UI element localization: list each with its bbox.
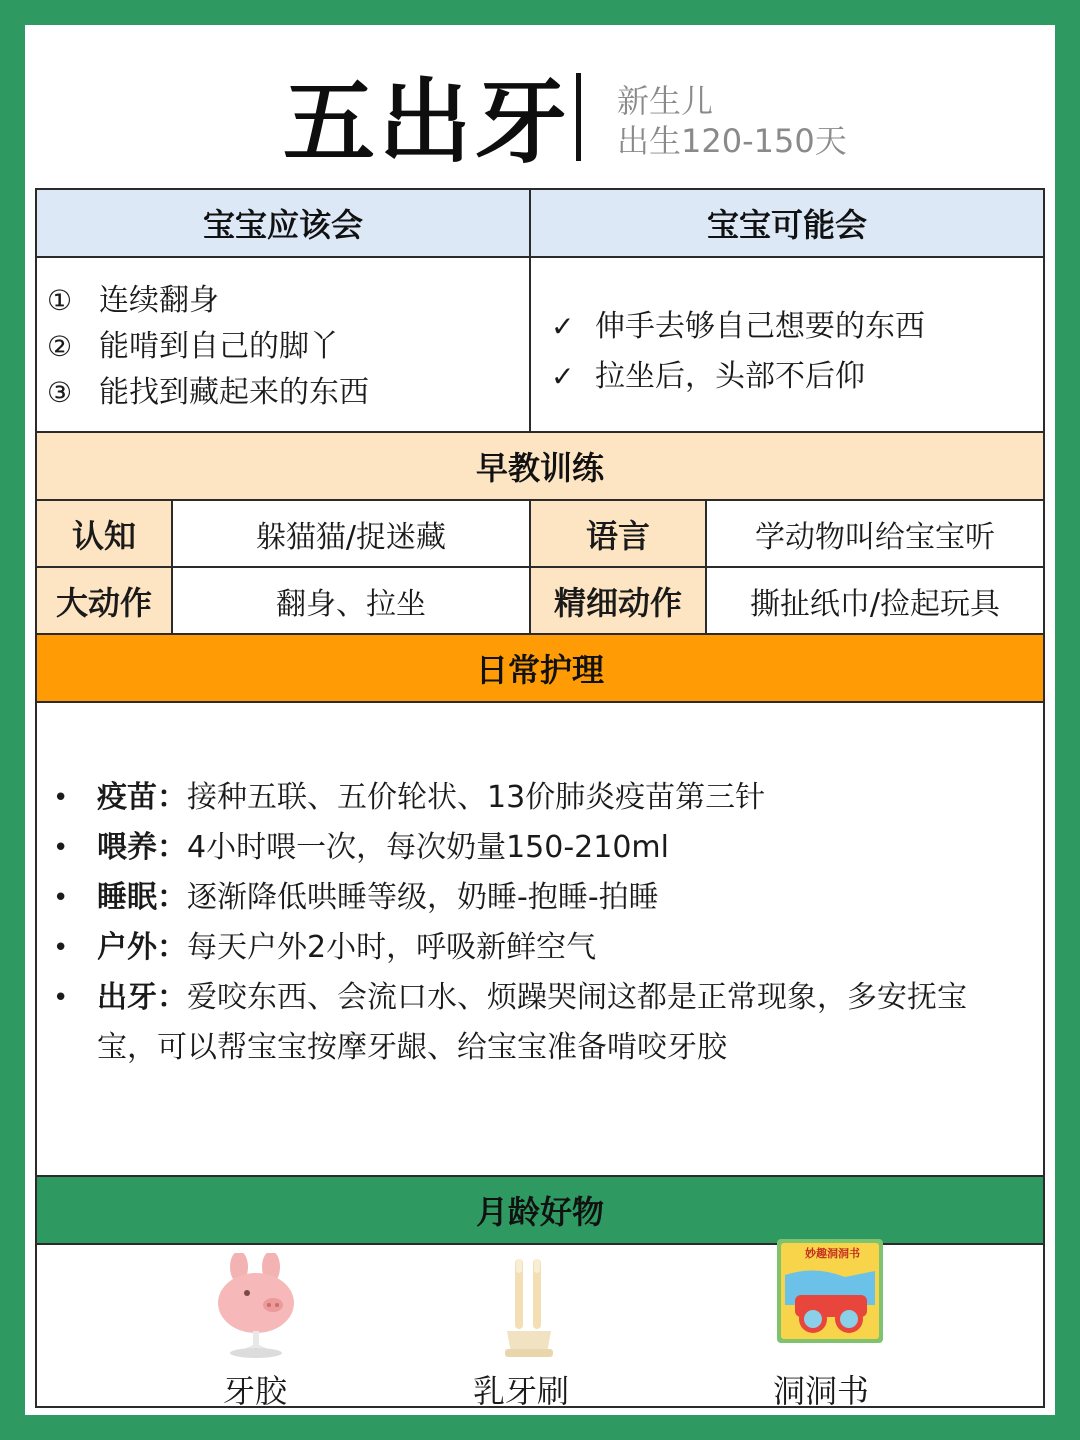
products-header [37, 1177, 1043, 1243]
care-label: 睡眠： [97, 880, 187, 915]
products-header-label: 月龄好物 [475, 1193, 604, 1231]
training-label: 语言 [585, 516, 650, 555]
bullet-icon: • [53, 783, 69, 813]
item-text: 能啃到自己的脚丫 [99, 329, 339, 364]
care-text: 4小时喂一次，每次奶量150-210ml [187, 830, 669, 865]
item-number: ③ [47, 376, 73, 409]
training-value-cell [707, 501, 1043, 566]
product-label: 牙胶 [222, 1372, 287, 1410]
care-label: 喂养： [97, 830, 187, 865]
item-number: ① [47, 284, 73, 317]
bullet-icon: • [53, 983, 69, 1013]
divider [37, 701, 1043, 703]
training-value: 学动物叫给宝宝听 [755, 519, 995, 555]
training-label-cell [531, 568, 705, 633]
training-label: 精细动作 [553, 583, 682, 622]
care-label: 疫苗： [97, 780, 187, 815]
teether-icon [213, 1253, 299, 1363]
training-value: 撕扯纸巾/捡起玩具 [749, 586, 1001, 622]
bullet-icon: • [53, 833, 69, 863]
divider [37, 256, 1043, 258]
may-header-label: 宝宝可能会 [706, 206, 867, 244]
book-title: 妙趣洞洞书 [805, 1247, 860, 1260]
item-text: 连续翻身 [99, 283, 219, 318]
item-number: ② [47, 330, 73, 363]
care-label: 户外： [97, 930, 187, 965]
training-value-cell [173, 501, 529, 566]
should-item [47, 324, 339, 370]
title-divider [576, 73, 581, 161]
toothbrush-icon [499, 1253, 559, 1363]
training-label: 大动作 [55, 583, 152, 622]
care-header-label: 日常护理 [475, 651, 604, 689]
should-header-label: 宝宝应该会 [202, 206, 363, 244]
page-subtitle [617, 81, 847, 161]
care-text-continued: 宝，可以帮宝宝按摩牙龈、给宝宝准备啃咬牙胶 [97, 1030, 727, 1065]
bullet-icon: • [53, 883, 69, 913]
care-text: 逐渐降低哄睡等级，奶睡-抱睡-拍睡 [187, 880, 659, 915]
training-value: 翻身、拉坐 [276, 586, 426, 622]
check-icon: ✓ [551, 360, 575, 393]
training-header-label: 早教训练 [475, 449, 604, 487]
hole-book-icon [775, 1235, 887, 1347]
care-text: 每天户外2小时，呼吸新鲜空气 [187, 930, 597, 965]
should-item [47, 370, 369, 416]
check-icon: ✓ [551, 310, 575, 343]
may-header [531, 190, 1043, 256]
page-title: 五出牙 [283, 69, 572, 176]
divider [705, 499, 707, 635]
care-header [37, 635, 1043, 701]
care-text: 接种五联、五价轮状、13价肺炎疫苗第三针 [187, 780, 766, 815]
care-text: 爱咬东西、会流口水、烦躁哭闹这都是正常现象，多安抚宝 [187, 980, 967, 1015]
training-value: 躲猫猫/捉迷藏 [255, 519, 447, 555]
training-label-cell [531, 501, 705, 566]
divider [529, 190, 531, 433]
training-value-cell [707, 568, 1043, 633]
subtitle-line-1: 新生儿 [617, 82, 714, 120]
item-text: 拉坐后，头部不后仰 [595, 359, 865, 394]
divider [37, 1243, 1043, 1245]
divider [171, 499, 173, 635]
product-label: 乳牙刷 [472, 1372, 569, 1410]
item-text: 能找到藏起来的东西 [99, 375, 369, 410]
divider [529, 499, 531, 635]
should-item [47, 278, 219, 324]
training-label-cell [37, 568, 171, 633]
training-header [37, 433, 1043, 499]
care-label: 出牙： [97, 980, 187, 1015]
info-table [35, 188, 1045, 1408]
item-text: 伸手去够自己想要的东西 [595, 309, 925, 344]
training-value-cell [173, 568, 529, 633]
infographic-card [25, 25, 1055, 1415]
should-header [37, 190, 529, 256]
training-label-cell [37, 501, 171, 566]
may-item [551, 304, 925, 350]
may-item [551, 354, 865, 400]
bullet-icon: • [53, 933, 69, 963]
training-label: 认知 [71, 516, 136, 555]
subtitle-line-2: 出生120-150天 [617, 122, 847, 160]
product-label: 洞洞书 [772, 1372, 869, 1410]
